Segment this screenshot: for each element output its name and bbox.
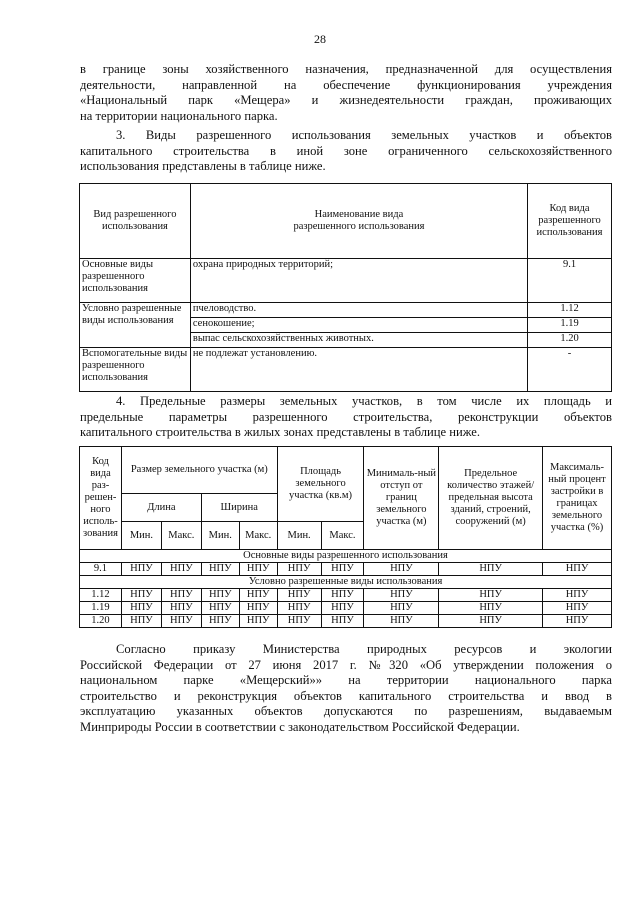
text-line: капитального строительства в жилых зонах представлены в таблице ниже. <box>80 425 480 440</box>
cell: НПУ <box>201 589 239 602</box>
section-conditional: Условно разрешенные виды использования <box>80 576 612 589</box>
cell: НПУ <box>321 602 364 615</box>
table-row <box>80 602 612 615</box>
intro-paragraph <box>80 62 612 124</box>
use-code: 1.20 <box>528 333 612 348</box>
cell: НПУ <box>161 615 201 628</box>
use-name: сенокошение; <box>190 318 527 333</box>
header-min: Мин. <box>121 522 161 550</box>
closing-paragraph <box>80 642 612 736</box>
header-max: Макс. <box>321 522 364 550</box>
row-code: 1.19 <box>80 602 122 615</box>
text-line: национальном парке «Мещерский»» на территории национального парка <box>80 673 612 688</box>
cell: НПУ <box>201 563 239 576</box>
cell: НПУ <box>543 589 612 602</box>
header-size: Размер земельного участка (м) <box>121 447 277 494</box>
header-use-name <box>190 184 527 259</box>
group-auxiliary: Вспомогательные виды разрешенного использования <box>80 348 191 392</box>
use-code: 9.1 <box>528 259 612 303</box>
cell: НПУ <box>277 589 321 602</box>
text-line: Согласно приказу Министерства природных ресурсов и экологии <box>116 642 612 656</box>
header-coverage: Максималь-ный процент застройки в границах земельного участка (%) <box>543 447 612 550</box>
header-use-code: Код вида разрешенного использования <box>528 184 612 259</box>
cell: НПУ <box>201 615 239 628</box>
cell: НПУ <box>277 563 321 576</box>
paragraph-3 <box>80 128 612 175</box>
table-row <box>80 563 612 576</box>
cell: НПУ <box>201 602 239 615</box>
use-name: пчеловодство. <box>190 303 527 318</box>
cell: НПУ <box>543 563 612 576</box>
header-max: Макс. <box>161 522 201 550</box>
text-line: Российской Федерации от 27 июня 2017 г. №320 «Об утверждении положения о <box>80 657 612 672</box>
cell: НПУ <box>439 615 543 628</box>
cell: НПУ <box>121 589 161 602</box>
text-line: на территории национального парка. <box>80 108 278 123</box>
cell: НПУ <box>277 602 321 615</box>
header-width: Ширина <box>201 494 277 522</box>
header-use-name-line: Наименование вида <box>314 208 404 220</box>
header-length: Длина <box>121 494 201 522</box>
row-code: 1.20 <box>80 615 122 628</box>
group-main: Основные виды разрешенного использования <box>80 259 191 303</box>
cell: НПУ <box>439 589 543 602</box>
cell: НПУ <box>239 615 277 628</box>
header-code: Код вида раз-решен-ного исполь-зования <box>80 447 122 550</box>
header-max: Макс. <box>239 522 277 550</box>
header-area: Площадь земельного участка (кв.м) <box>277 447 364 522</box>
cell: НПУ <box>239 563 277 576</box>
cell: НПУ <box>121 563 161 576</box>
text-line: деятельности, направленной на обеспечение функционирования учреждения <box>80 77 612 92</box>
cell: НПУ <box>239 589 277 602</box>
paragraph-4 <box>80 394 612 441</box>
cell: НПУ <box>161 589 201 602</box>
text-line: эксплуатацию указанных объектов допускаются по разрешениям, выдаваемым <box>80 704 612 719</box>
header-use-type: Вид разрешенного использования <box>80 184 191 259</box>
cell: НПУ <box>121 615 161 628</box>
text-line: 4. Предельные размеры земельных участков, в том числе их площадь и <box>116 394 612 408</box>
page-number: 28 <box>314 32 326 46</box>
cell: НПУ <box>321 615 364 628</box>
header-min: Мин. <box>201 522 239 550</box>
text-line: строительство и реконструкция объектов капитального строительства и ввод в <box>80 688 612 703</box>
use-name: охрана природных территорий; <box>190 259 527 303</box>
cell: НПУ <box>321 563 364 576</box>
cell: НПУ <box>364 615 439 628</box>
text-line: в границе зоны хозяйственного назначения, предназначенной для осуществления <box>80 62 612 76</box>
cell: НПУ <box>277 615 321 628</box>
group-conditional: Условно разрешенные виды использования <box>80 303 191 348</box>
use-code: 1.19 <box>528 318 612 333</box>
cell: НПУ <box>161 563 201 576</box>
row-code: 1.12 <box>80 589 122 602</box>
cell: НПУ <box>321 589 364 602</box>
text-line: использования представлены в таблице ниже. <box>80 159 326 174</box>
header-setback: Минималь-ный отступ от границ земельного участка (м) <box>364 447 439 550</box>
header-min: Мин. <box>277 522 321 550</box>
cell: НПУ <box>161 602 201 615</box>
cell: НПУ <box>543 602 612 615</box>
text-line: Минприроды России в соответствии с законодательством Российской Федерации. <box>80 719 520 734</box>
text-line: 3. Виды разрешенного использования земельных участков и объектов <box>116 128 612 142</box>
table-row <box>80 589 612 602</box>
cell: НПУ <box>439 602 543 615</box>
cell: НПУ <box>364 589 439 602</box>
use-name: не подлежат установлению. <box>190 348 527 392</box>
cell: НПУ <box>364 563 439 576</box>
table-row <box>80 615 612 628</box>
text-line: предельные параметры разрешенного строительства, реконструкции объектов <box>80 409 612 424</box>
row-code: 9.1 <box>80 563 122 576</box>
section-main: Основные виды разрешенного использования <box>80 550 612 563</box>
cell: НПУ <box>439 563 543 576</box>
use-name: выпас сельскохозяйственных животных. <box>190 333 527 348</box>
header-floors: Предельное количество этажей/ предельная высота зданий, строений, сооружений (м) <box>439 447 543 550</box>
use-code: - <box>528 348 612 392</box>
cell: НПУ <box>364 602 439 615</box>
permitted-use-table <box>79 183 612 392</box>
header-use-name-line: разрешенного использования <box>293 221 425 232</box>
use-code: 1.12 <box>528 303 612 318</box>
cell: НПУ <box>239 602 277 615</box>
parameters-table <box>79 446 612 628</box>
cell: НПУ <box>543 615 612 628</box>
text-line: капитального строительства в иной зоне ограниченного сельскохозяйственного <box>80 143 612 158</box>
text-line: «Национальный парк «Мещера» и жизнедеятельности граждан, проживающих <box>80 93 612 108</box>
cell: НПУ <box>121 602 161 615</box>
